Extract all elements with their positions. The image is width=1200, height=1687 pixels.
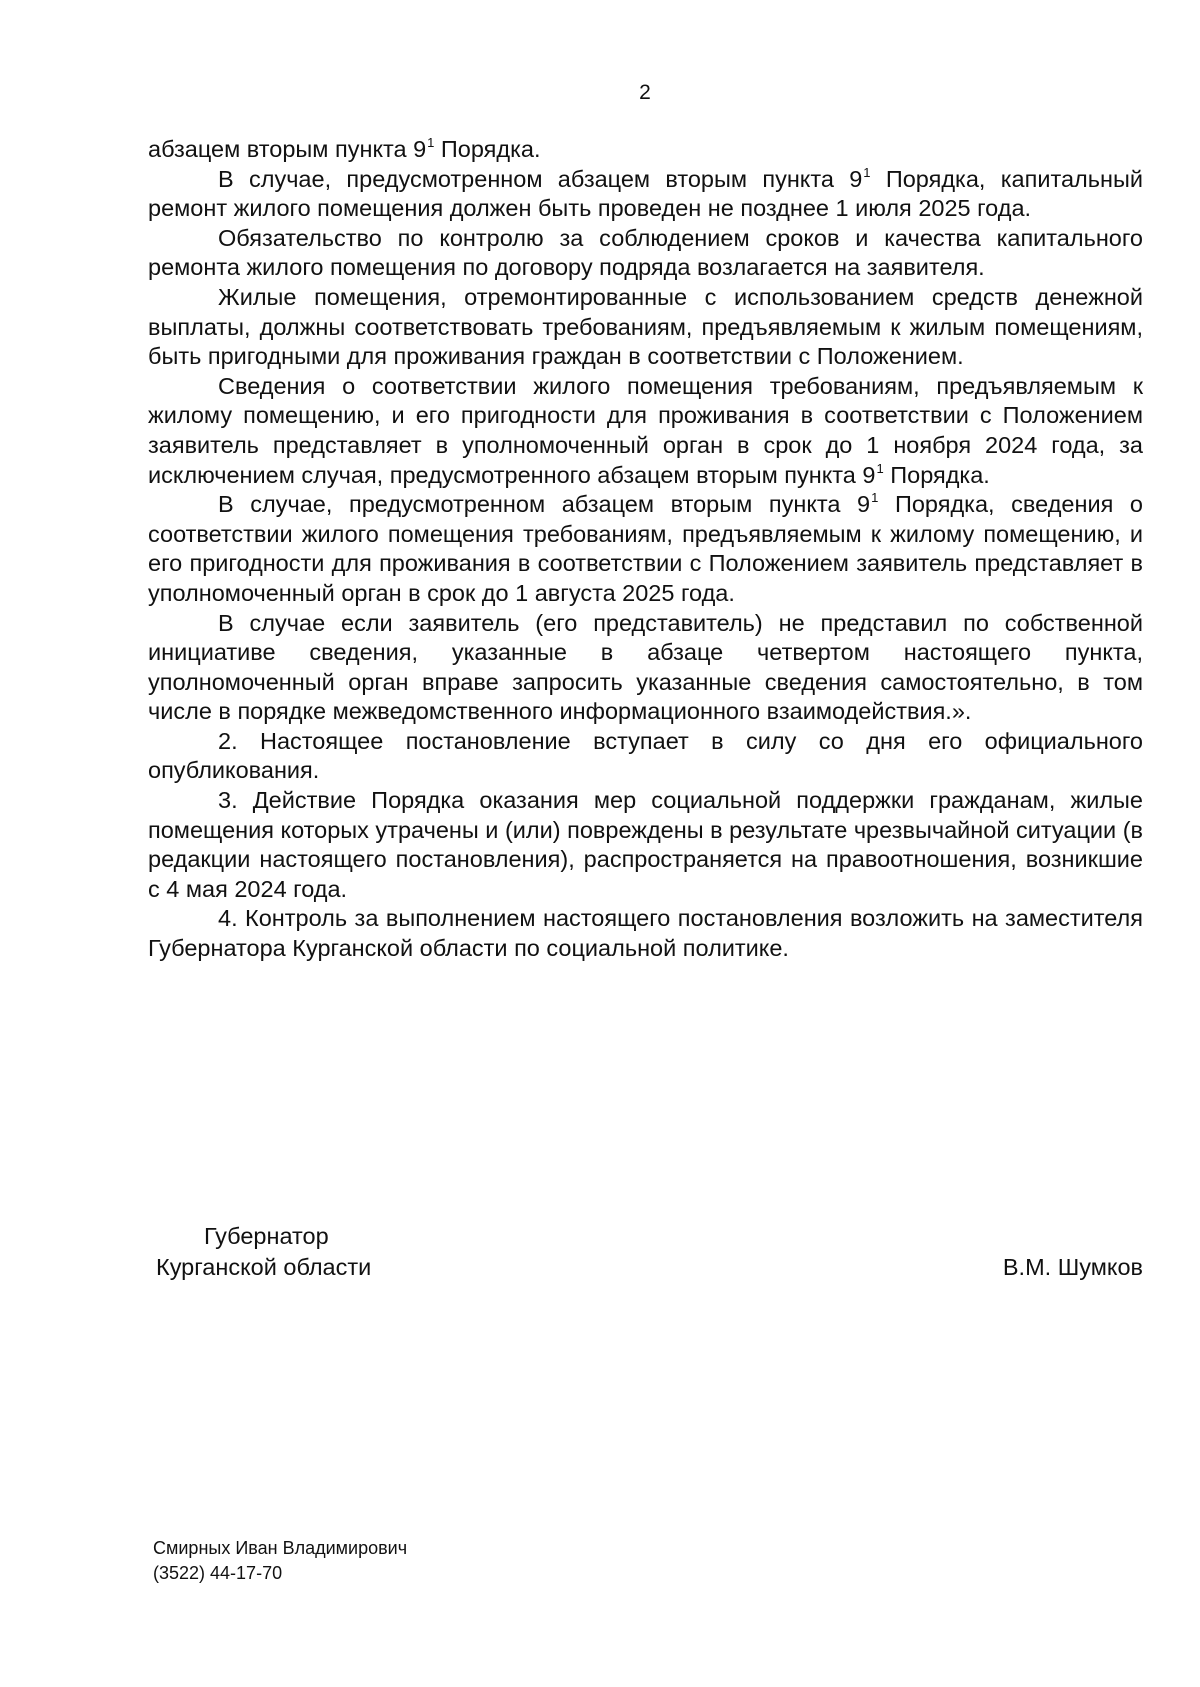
document-body [148,135,1143,964]
paragraph-8: 2. Настоящее постановление вступает в силу со дня его официального опубликования. [148,727,1143,784]
paragraph-3: Обязательство по контролю за соблюдением сроков и качества капитального ремонта жилого помещения по договору подряда возлагается на заявителя. [148,224,1143,281]
superscript-marker: 1 [427,135,435,150]
contact-phone: (3522) 44-17-70 [153,1563,283,1583]
contact-block [153,1536,407,1586]
page-number: 2 [639,81,651,104]
paragraph-1: абзацем вторым пункта $9^1$ Порядка. [148,135,541,162]
contact-name: Смирных Иван Владимирович [153,1538,408,1558]
superscript-marker: 1 [871,490,879,506]
paragraph-10: 4. Контроль за выполнением настоящего постановления возложить на заместителя Губернатора Курганской области по социальной политике. [148,905,1143,962]
paragraph-4: Жилые помещения, отремонтированные с использованием средств денежной выплаты, должны соответствовать требованиям, предъявляемым к жилым помещениям, быть пригодными для проживания граждан в соответствии с Положением. [148,283,1143,370]
signatory-title: Губернатор [204,1223,329,1249]
signature-block [148,1221,1143,1285]
signatory-name: В.М. Шумков [1002,1254,1143,1280]
superscript-marker: 1 [876,460,884,476]
paragraph-7: В случае если заявитель (его представитель) не представил по собственной инициативе сведения, указанные в абзаце четвертом настоящего пункта, уполномоченный орган вправе запросить указанные сведения самостоятельно, в том числе в порядке межведомственного информационного взаимодействия.». [148,609,1143,725]
paragraph-9: 3. Действие Порядка оказания мер социальной поддержки гражданам, жилые помещения которых утрачены и (или) повреждены в результате чрезвычайной ситуации (в редакции настоящего постановления), распространяется на правоотношения, возникшие с 4 мая 2024 года. [148,787,1143,902]
paragraph-5: Сведения о соответствии жилого помещения требованиям, предъявляемым к жилому помещению, и его пригодности для проживания в соответствии с Положением заявитель представляет в уполномоченный орган в срок до 1 ноября 2024 года, за исключением случая, предусмотренного абзацем вторым пункта $9^1$ Порядка. [148,372,1143,488]
signatory-region: Курганской области [156,1254,372,1280]
paragraph-2: В случае, предусмотренном абзацем вторым пункта $9^1$ Порядка, капитальный ремонт жилого помещения должен быть проведен не позднее 1 июля 2025 года. [148,164,1143,222]
superscript-marker: 1 [863,164,871,180]
paragraph-6: В случае, предусмотренном абзацем вторым пункта $9^1$ Порядка, сведения о соответствии жилого помещения требованиям, предъявляемым к жилому помещению, и его пригодности для проживания в соответствии с Положением заявитель представляет в уполномоченный орган в срок до 1 августа 2025 года. [148,490,1143,606]
